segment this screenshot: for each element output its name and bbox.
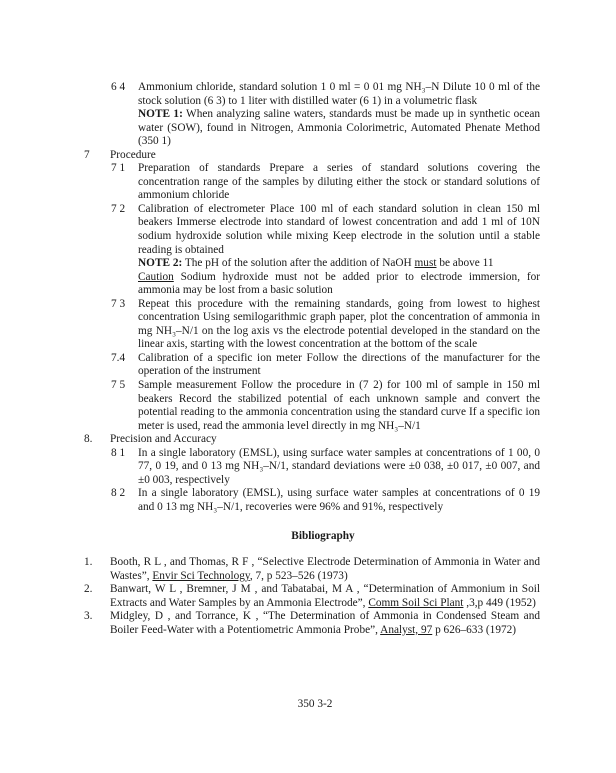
paragraph [138, 81, 540, 108]
subsection [0, 447, 616, 488]
bibliography-entry [0, 610, 616, 637]
note-label: NOTE 1: [138, 108, 183, 121]
section-body [138, 298, 540, 352]
section-number: 8 2 [111, 487, 126, 500]
underlined-text: Caution [138, 270, 174, 283]
reference-text [110, 556, 540, 583]
text-run: Calibration of electrometer Place 100 ml of each standard solution in clean 150 ml beakers Immerse electrode into standard of lowest concentration and add 1 ml of 10N sodium hydroxide solution while mixing Keep electrode in the solution until a stable reading is obtained [138, 202, 540, 256]
paragraph [138, 352, 540, 379]
section-heading [0, 149, 616, 163]
section-number: 7 2 [111, 202, 126, 215]
text-run: Preparation of standards Prepare a series of standard solutions covering the concentration range of the samples by diluting either the stock or standard solutions of ammonium chloride [138, 162, 540, 202]
page-number: 350 3-2 [297, 698, 333, 710]
reference-number: 3. [84, 610, 93, 623]
section-number: 8. [84, 433, 93, 446]
text-run: Procedure [110, 148, 156, 161]
section-number: 7 3 [111, 297, 126, 310]
section-body [138, 487, 540, 514]
section-body [138, 352, 540, 379]
paragraph [138, 257, 540, 271]
text-run: Precision and Accuracy [110, 433, 217, 446]
reference-number: 1. [84, 556, 93, 569]
section-body [110, 433, 540, 447]
journal-name: Envir Sci Technology [152, 569, 250, 582]
text-run: , 7, p 523–526 (1973) [249, 569, 348, 582]
paragraph [110, 149, 540, 163]
section-heading [0, 433, 616, 447]
note-label: NOTE 2: [138, 257, 183, 270]
subsection [0, 379, 616, 433]
subsection [0, 352, 616, 379]
section-number: 7 5 [111, 379, 126, 392]
subsection [0, 203, 616, 298]
section-body [138, 162, 540, 203]
text-run: Booth, R L , and Thomas, R F , “Selective Electrode Determination of Ammonia in Water and Wastes”, [110, 556, 540, 582]
section-number: 7 1 [111, 162, 126, 175]
section-body [138, 203, 540, 298]
text-run: Sample measurement Follow the procedure in (7 2) for 100 ml of sample in 150 ml beakers Record the stabilized potential of each unknown sample and convert the potential reading to the ammonia concentration using the standard curve If a specific ion meter is used, read the ammonia level directly in mg NH₃–N/1 [138, 379, 540, 432]
text-run: The pH of the solution after the addition of NaOH [182, 257, 415, 270]
journal-name: Analyst, 97 [380, 623, 433, 636]
paragraph [138, 271, 540, 298]
text-run: When analyzing saline waters, standards must be made up in synthetic ocean water (SOW), found in Nitrogen, Ammonia Colorimetric, Automated Phenate Method (350 1) [138, 108, 540, 148]
text-run: In a single laboratory (EMSL), using surface water samples at concentrations of 0 19 and 0 13 mg NH₃–N/1, recoveries were 96% and 91%, respectively [138, 487, 540, 513]
bibliography-heading: Bibliography [291, 529, 355, 542]
subsection [0, 162, 616, 203]
subsection [0, 487, 616, 514]
paragraph [138, 298, 540, 352]
bibliography-list [0, 556, 616, 637]
text-run: be above 11 [436, 257, 494, 270]
reference-text [110, 610, 540, 637]
paragraph [138, 203, 540, 257]
bibliography-entry [0, 556, 616, 583]
paragraph [138, 487, 540, 514]
section-body [138, 447, 540, 488]
section-number: 8 1 [111, 446, 126, 459]
text-run: Repeat this procedure with the remaining standards, going from lowest to highest concentration Using semilogarithmic graph paper, plot the concentration of ammonia in mg NH₃–N/1 on the log axis vs the electrode potential developed in the standard on the linear axis, starting with the lowest concentration at the bottom of the scale [138, 297, 540, 351]
paragraph [138, 162, 540, 203]
section-number: 7 [84, 148, 90, 161]
text-run: Banwart, W L , Bremner, J M , and Tabatabai, M A , “Determination of Ammonium in Soil Extracts and Water Samples by an Ammonia Electrode”, [110, 583, 540, 609]
paragraph [110, 433, 540, 447]
document-page [0, 81, 616, 637]
text-run: p 626–633 (1972) [432, 623, 517, 636]
text-run: ,3,p 449 (1952) [463, 596, 536, 609]
journal-name: Comm Soil Sci Plant [368, 596, 464, 609]
subsection [0, 81, 616, 149]
text-run: Calibration of a specific ion meter Follow the directions of the manufacturer for the operation of the instrument [138, 351, 540, 378]
section-body [138, 379, 540, 433]
bibliography-entry [0, 583, 616, 610]
text-run: Sodium hydroxide must not be added prior to electrode immersion, for ammonia may be lost from a basic solution [138, 270, 540, 297]
underlined-text: must [414, 257, 437, 270]
paragraph [138, 447, 540, 488]
paragraph [138, 108, 540, 149]
paragraph [138, 379, 540, 433]
method-sections [0, 81, 616, 515]
section-body [138, 81, 540, 149]
reference-number: 2. [84, 583, 93, 596]
section-number: 7.4 [111, 351, 126, 364]
section-number: 6 4 [111, 81, 126, 93]
text-run: In a single laboratory (EMSL), using surface water samples at concentrations of 1 00, 0 77, 0 19, and 0 13 mg NH₃–N/1, standard deviations were ±0 038, ±0 017, ±0 007, and ±0 003, respectively [138, 446, 540, 486]
reference-text [110, 583, 540, 610]
text-run: Midgley, D , and Torrance, K , “The Determination of Ammonia in Condensed Steam and Boiler Feed-Water with a Potentiometric Ammonia Probe”, [110, 610, 540, 636]
subsection [0, 298, 616, 352]
text-run: Ammonium chloride, standard solution 1 0 ml = 0 01 mg NH₃–N Dilute 10 0 ml of the stock solution (6 3) to 1 liter with distilled water (6 1) in a volumetric flask [138, 81, 540, 107]
section-body [110, 149, 540, 163]
